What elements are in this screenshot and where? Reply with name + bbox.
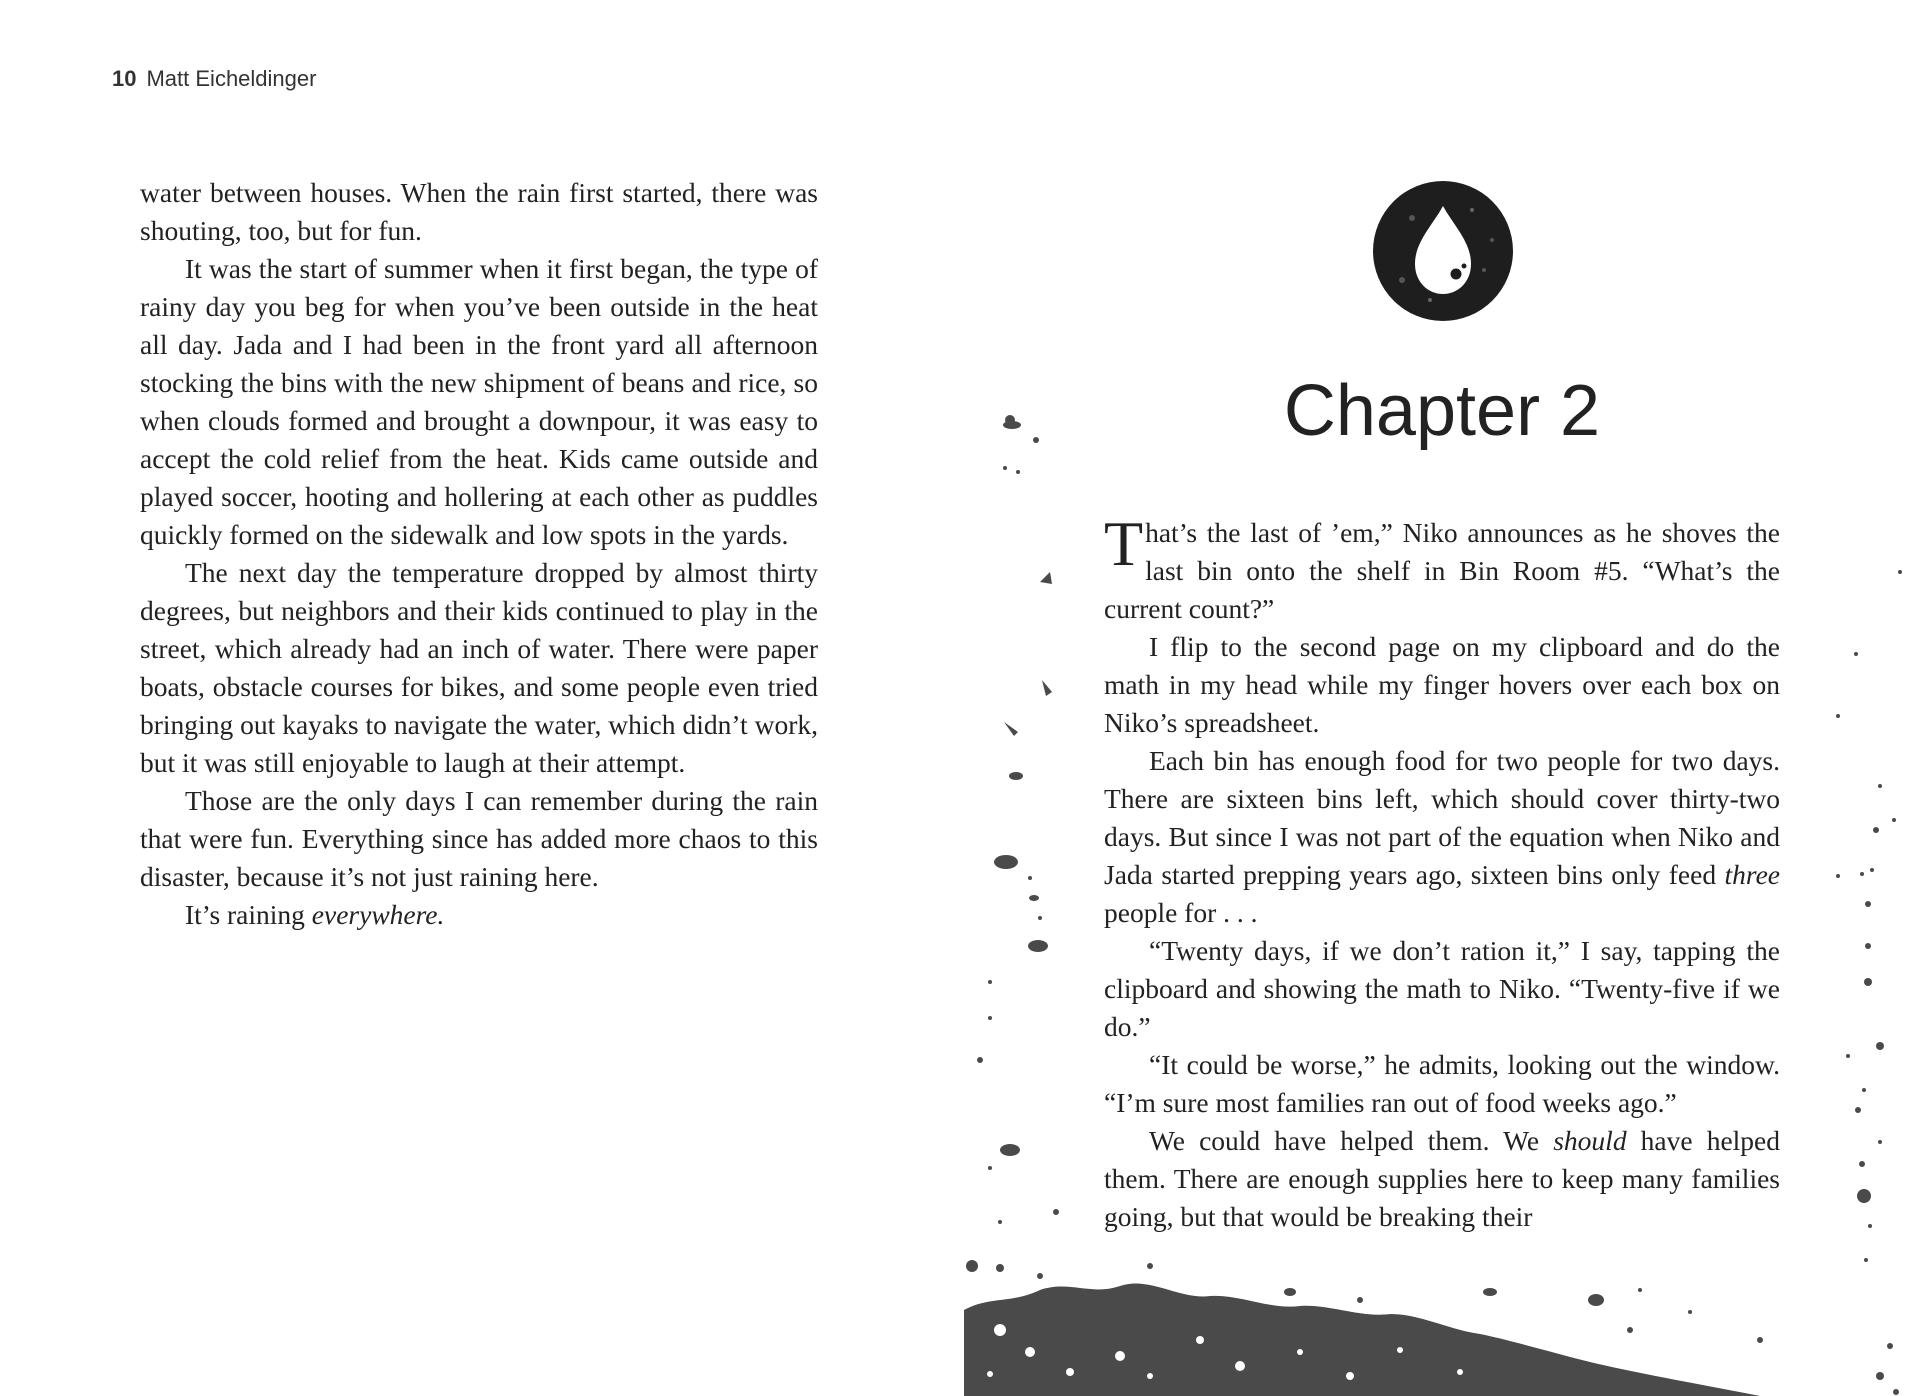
page-number: 10 [112, 66, 137, 91]
paragraph: The next day the temperature dropped by almost thirty degrees, but neighbors and their kids continued to play in the street, which already had an inch of water. There were paper boats, obstacle courses for bikes, and some people even tried bringing out kayaks to navigate the water, which didn’t work, but it was still enjoyable to laugh at their attempt. [140, 557, 818, 778]
emphasis-text: three [1724, 859, 1780, 890]
paragraph [140, 896, 818, 934]
running-head [112, 66, 316, 92]
paragraph [1104, 742, 1780, 932]
opening-paragraph [1104, 508, 1780, 628]
paragraph-text: We could have helped them. We [1149, 1125, 1554, 1156]
drop-cap: T [1104, 508, 1144, 579]
author-name: Matt Eicheldinger [146, 66, 317, 91]
paragraph: “It could be worse,” he admits, looking out the window. “I’m sure most families ran out of food weeks ago.” [1104, 1049, 1780, 1118]
paragraph-text: people for . . . [1104, 897, 1258, 928]
emphasis-text: should [1553, 1125, 1627, 1156]
chapter-title: Chapter 2 [1283, 371, 1601, 451]
water-drop-icon [1372, 180, 1514, 322]
paragraph-text: Each bin has enough food for two people for two days. There are sixteen bins left, which should cover thirty-two days. But since I was not part of the equation when Niko and Jada started prepping years ago, sixteen bins only feed [1104, 745, 1780, 890]
paragraph-text: hat’s the last of ’em,” Niko announces as he shoves the last bin onto the shelf in Bin Room #5. “What’s the current count?” [1104, 517, 1780, 624]
right-page-text [1104, 508, 1781, 1236]
paragraph: water between houses. When the rain first started, there was shouting, too, but for fun. [140, 177, 818, 246]
left-page-text [140, 174, 818, 934]
paragraph-text: It’s raining [185, 899, 312, 930]
paragraph-text: have helped them. There are enough supplies here to keep many families going, but that would be breaking their [1104, 1125, 1781, 1232]
paragraph [1104, 1122, 1780, 1236]
paragraph: I flip to the second page on my clipboard and do the math in my head while my finger hovers over each box on Niko’s spreadsheet. [1104, 631, 1780, 738]
paragraph: It was the start of summer when it first began, the type of rainy day you beg for when you’ve been outside in the heat all day. Jada and I had been in the front yard all afternoon stocking the bins with the new shipment of beans and rice, so when clouds formed and brought a downpour, it was easy to accept the cold relief from the heat. Kids came outside and played soccer, hooting and hollering at each other as puddles quickly formed on the sidewalk and low spots in the yards. [140, 253, 818, 550]
paragraph: “Twenty days, if we don’t ration it,” I say, tapping the clipboard and showing the math to Niko. “Twenty-five if we do.” [1104, 935, 1780, 1042]
paragraph: Those are the only days I can remember during the rain that were fun. Everything since has added more chaos to this disaster, because it’s not just raining here. [140, 785, 818, 892]
emphasis-text: everywhere. [311, 899, 445, 930]
